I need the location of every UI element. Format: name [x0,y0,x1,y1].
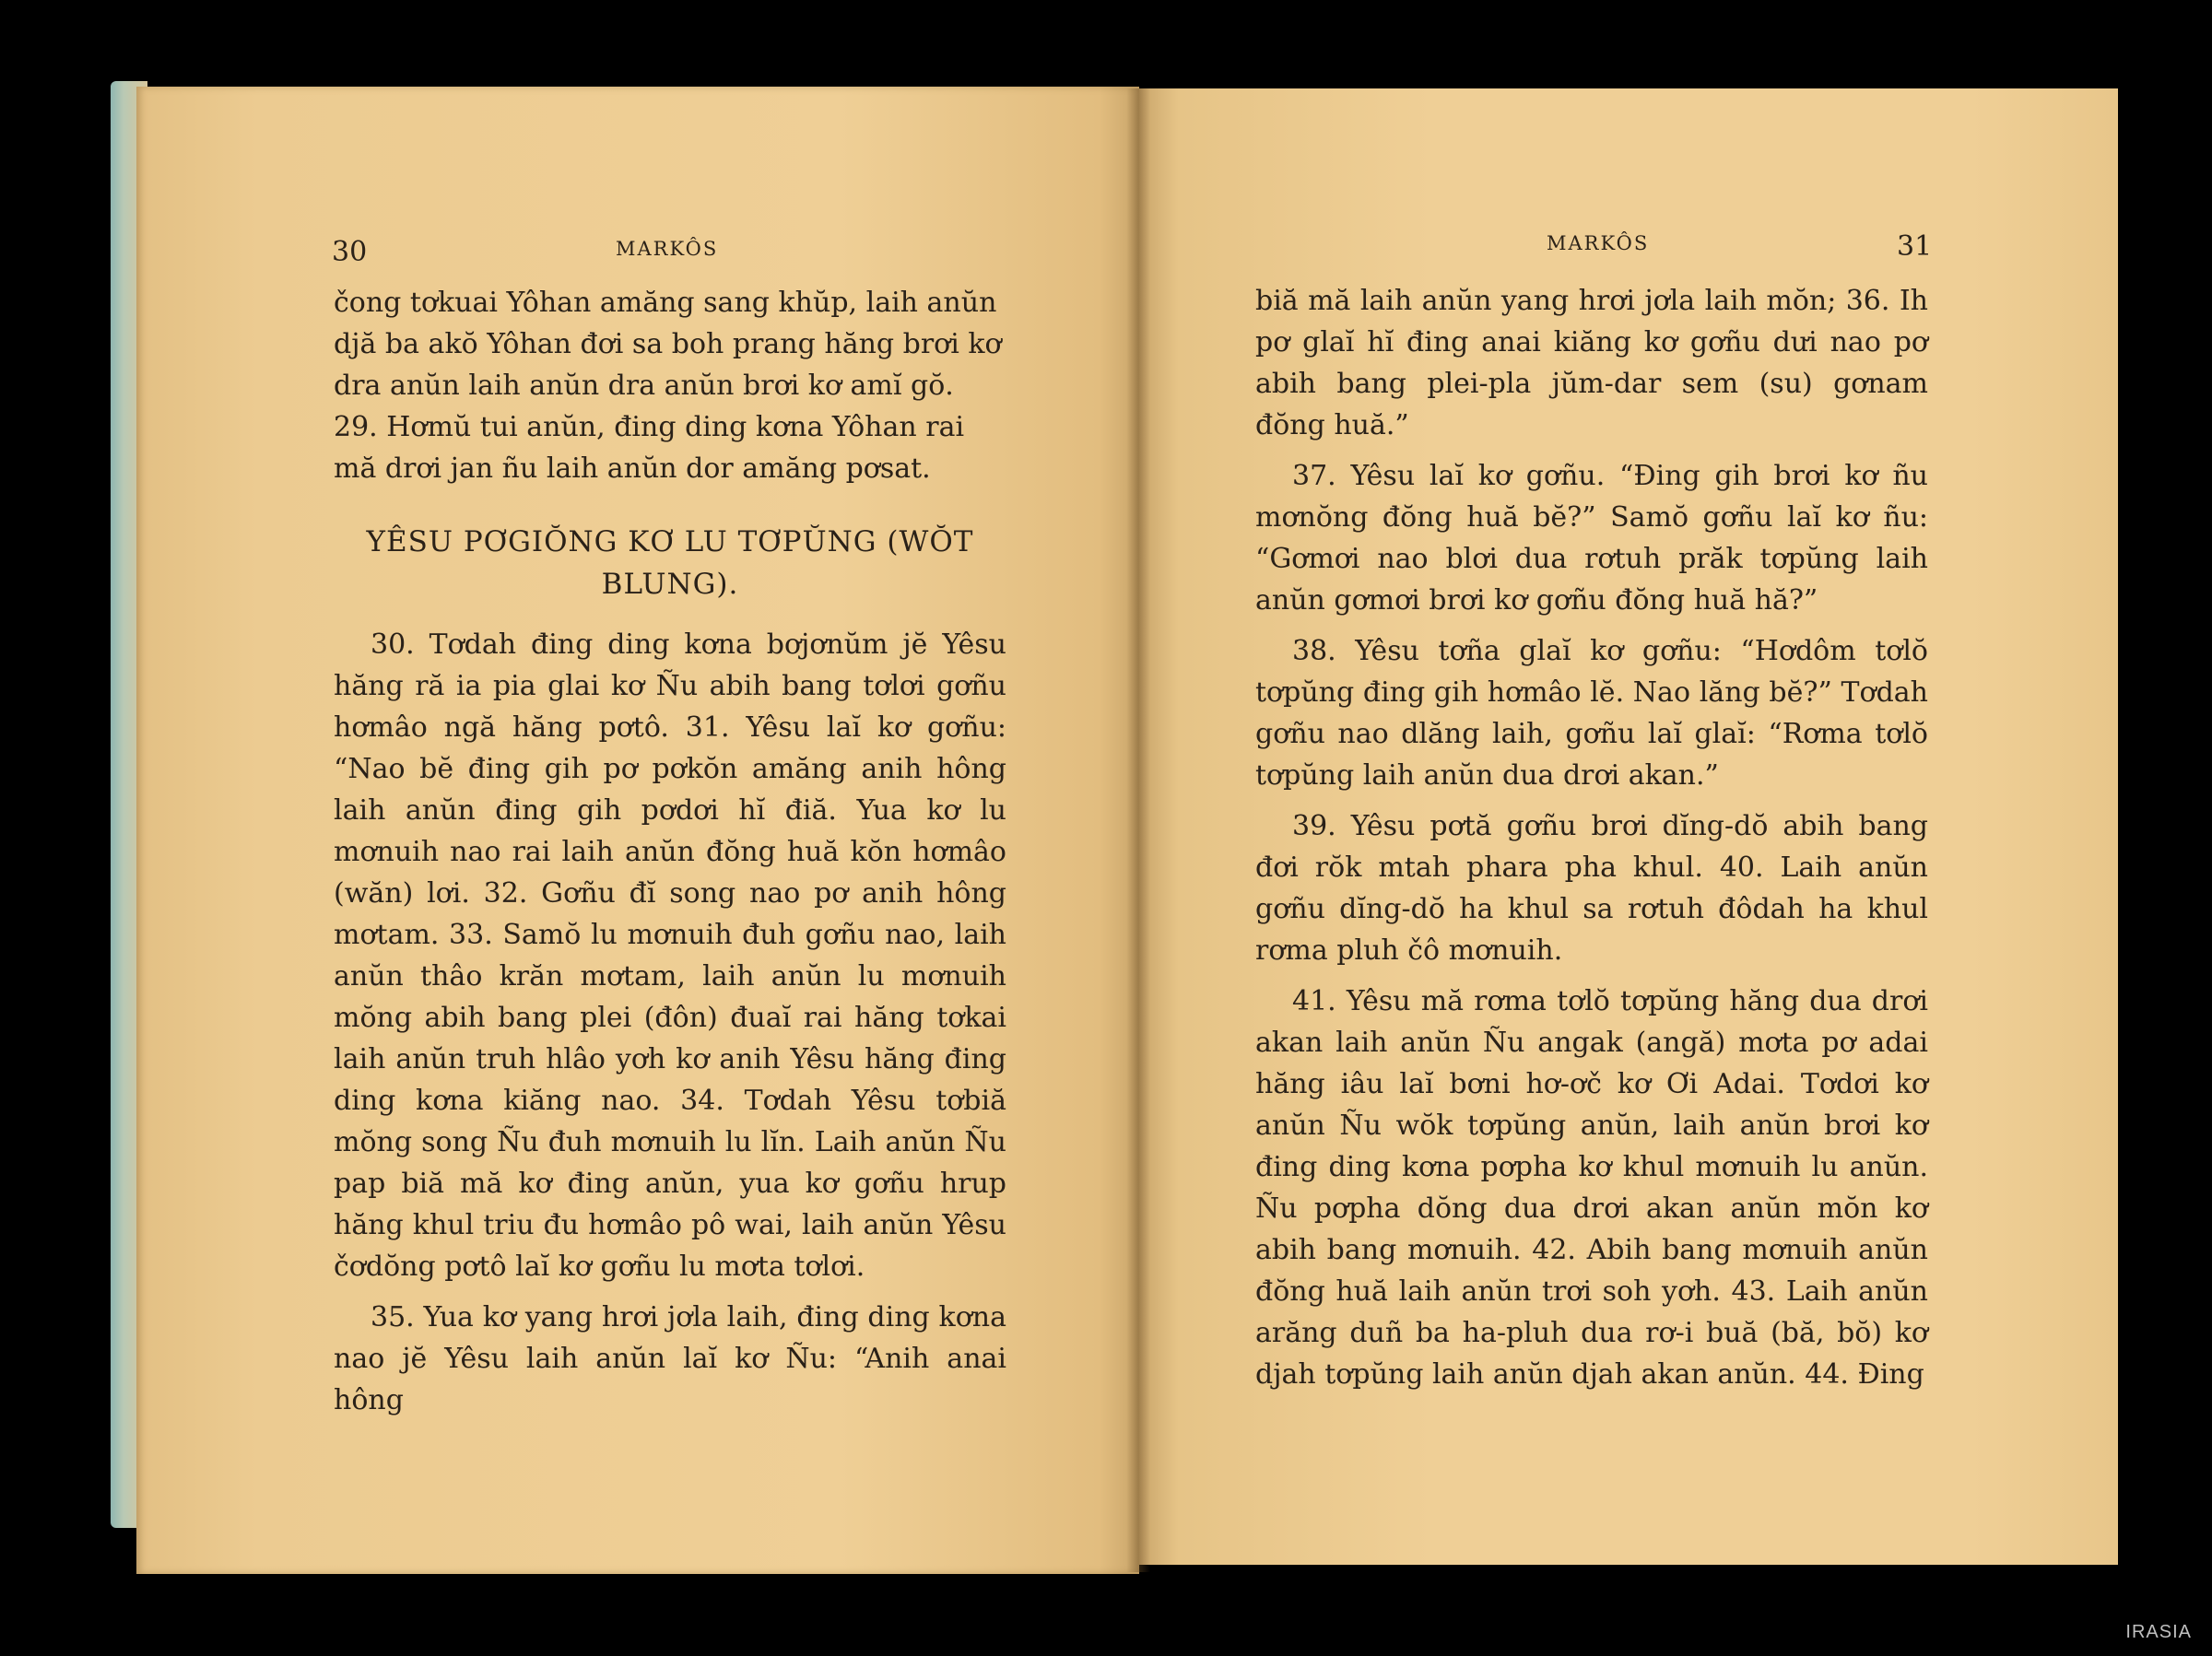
right-page-number: 31 [1897,230,1933,263]
left-page-number: 30 [332,236,368,268]
right-paragraph-37: 37. Yêsu laĭ kơ gơñu. “Đing gih brơi kơ ñu mơnŏng đŏng huă bĕ?” Samŏ gơñu laĭ kơ ñu: “Gơmơi nao blơi dua rơtuh prăk tơpŭng laih anŭn gơmơi brơi kơ gơñu đŏng huă hă?” [1255,460,1928,617]
watermark: IRASIA [2125,1622,2192,1642]
section-heading-line-2: BLUNG). [601,568,739,601]
left-line-1: čong tơkuai Yôhan amăng sang khŭp, laih anŭn [334,287,997,319]
left-line-5: mă drơi jan ñu laih anŭn dor amăng pơsat. [334,452,931,485]
left-line-4: 29. Hơmŭ tui anŭn, đing ding kơna Yôhan rai [334,411,965,443]
left-line-3: dra anŭn laih anŭn dra anŭn brơi kơ amĭ gŏ. [334,370,954,402]
section-heading-line-1: YÊSU PƠGIŎNG KƠ LU TƠPŬNG (WŎT [366,525,974,558]
right-paragraph-41-44: 41. Yêsu mă rơma tơlŏ tơpŭng hăng dua drơi akan laih anŭn Ñu angak (angă) mơta pơ adai hăng iâu laĭ bơni hơ-ơč kơ Ơi Adai. Tơdơi kơ anŭn Ñu wŏk tơpŭng anŭn, laih anŭn brơi kơ đing ding kơna pơpha kơ khul mơnuih lu anŭn. Ñu pơpha dŏng dua drơi akan anŭn mŏn kơ abih bang mơnuih. 42. Abih bang mơnuih anŭn đŏng huă laih anŭn trơi soh yơh. 43. Laih anŭn arăng duñ ba ha-pluh dua rơ-i buă (bă, bŏ) kơ djah tơpŭng laih anŭn djah akan anŭn. 44. Đing [1255,985,1928,1391]
right-page-body [1255,280,1928,1395]
left-paragraph-35: 35. Yua kơ yang hrơi jơla laih, đing ding kơna nao jĕ Yêsu laih anŭn laĭ kơ Ñu: “Anih anai hông [334,1301,1006,1416]
book-gutter [1126,88,1150,1572]
section-heading [334,521,1006,605]
left-paragraph-30-34: 30. Tơdah đing ding kơna bơjơnŭm jĕ Yêsu hăng ră ia pia glai kơ Ñu abih bang tơlơi gơñu hơmâo ngă hăng pơtô. 31. Yêsu laĭ kơ gơñu: “Nao bĕ đing gih pơ pơkŏn amăng anih hông laih anŭn đing gih pơdơi hĭ điă. Yua kơ lu mơnuih nao rai laih anŭn đŏng huă kŏn hơmâo (wăn) lơi. 32. Gơñu đĭ song nao pơ anih hông mơtam. 33. Samŏ lu mơnuih đuh gơñu nao, laih anŭn thâo krăn mơtam, laih anŭn lu mơnuih mŏng abih bang plei (đôn) đuaĭ rai hăng tơkai laih anŭn truh hlâo yơh kơ anih Yêsu hăng đing ding kơna kiăng nao. 34. Tơdah Yêsu tơbiă mŏng song Ñu đuh mơnuih lu lĭn. Laih anŭn Ñu pap biă mă kơ đing anŭn, yua kơ gơñu hrup hăng khul triu đu hơmâo pô wai, laih anŭn Yêsu čơdŏng pơtô laĭ kơ gơñu lu mơta tơlơi. [334,628,1006,1283]
right-paragraph-38: 38. Yêsu tơña glaĭ kơ gơñu: “Hơdôm tơlŏ tơpŭng đing gih hơmâo lĕ. Nao lăng bĕ?” Tơdah gơñu nao dlăng laih, gơñu laĭ glaĭ: “Rơma tơlŏ tơpŭng laih anŭn dua drơi akan.” [1255,635,1928,792]
right-paragraph-39-40: 39. Yêsu pơtă gơñu brơi dĭng-dŏ abih bang đơi rŏk mtah phara pha khul. 40. Laih anŭn gơñu dĭng-dŏ ha khul sa rơtuh đôdah ha khul rơma pluh čô mơnuih. [1255,810,1928,967]
right-running-title: MARKÔS [1547,232,1650,254]
right-paragraph-35-36: biă mă laih anŭn yang hrơi jơla laih mŏn; 36. Ih pơ glaĭ hĭ đing anai kiăng kơ gơñu dưi nao pơ abih bang plei-pla jŭm-dar sem (su) gơnam đŏng huă.” [1255,285,1928,441]
left-page-body [334,282,1006,1421]
left-line-2: djă ba akŏ Yôhan đơi sa boh prang hăng brơi kơ [334,328,1002,360]
left-running-title: MARKÔS [616,238,719,260]
